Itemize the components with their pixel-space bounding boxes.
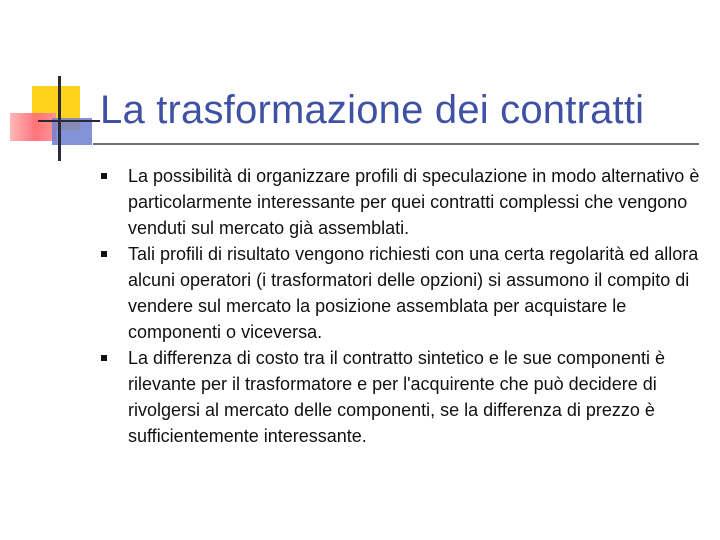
square-bullet-icon xyxy=(101,173,107,179)
bullet-item xyxy=(100,345,700,449)
bullet-item xyxy=(100,163,700,241)
logo-vertical-line xyxy=(58,76,61,161)
logo-horizontal-line xyxy=(38,120,100,122)
title-divider xyxy=(93,143,699,145)
slide-title: La trasformazione dei contratti xyxy=(100,88,645,132)
bullet-text: La possibilità di organizzare profili di speculazione in modo alternativo è particolarmente interessante per quei contratti complessi che vengono venduti sul mercato già assemblati. xyxy=(128,166,700,238)
square-bullet-icon xyxy=(101,355,107,361)
bullet-list xyxy=(100,163,700,449)
square-bullet-icon xyxy=(101,251,107,257)
bullet-text: La differenza di costo tra il contratto sintetico e le sue componenti è rilevante per il trasformatore e per l'acquirente che può decidere di rivolgersi al mercato delle componenti, se la differenza di prezzo è sufficientemente interessante. xyxy=(128,348,665,446)
logo-red-block xyxy=(10,113,56,141)
bullet-item xyxy=(100,241,700,345)
bullet-text: Tali profili di risultato vengono richiesti con una certa regolarità ed allora alcuni operatori (i trasformatori delle opzioni) si assumono il compito di vendere sul mercato la posizione assemblata per acquistare le componenti o viceversa. xyxy=(128,244,699,342)
